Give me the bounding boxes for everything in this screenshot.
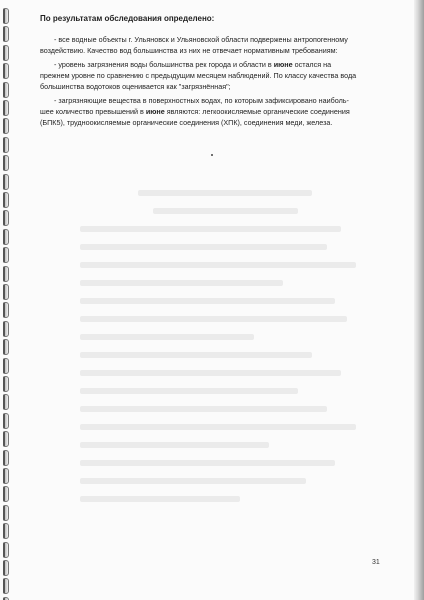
binding-ring [3,247,9,263]
binding-ring [3,523,9,539]
binding-ring [3,560,9,576]
binding-ring [3,394,9,410]
binding-ring [3,192,9,208]
binding-ring [3,321,9,337]
binding-ring [3,505,9,521]
text-line: воздействию. Качество вод большинства из них не отвечает нормативным требованиям: [40,46,338,55]
binding-ring [3,339,9,355]
emphasis-text: июне [273,60,293,69]
binding-ring [3,26,9,42]
binding-ring [3,229,9,245]
binding-ring [3,118,9,134]
binding-ring [3,137,9,153]
paragraph-3 [40,95,385,128]
spiral-binding [0,0,14,600]
binding-ring [3,302,9,318]
stray-dot [211,154,213,156]
document-heading: По результатам обследования определено: [40,14,215,23]
show-through-text [80,190,370,550]
binding-ring [3,174,9,190]
page-number: 31 [372,559,380,566]
binding-ring [3,486,9,502]
binding-ring [3,578,9,594]
binding-ring [3,450,9,466]
emphasis-text: июне [145,107,165,116]
binding-ring [3,376,9,392]
binding-ring [3,431,9,447]
binding-ring [3,413,9,429]
text-line: - все водные объекты г. Ульяновск и Ульяновской области подвержены антропогенному [54,35,348,44]
page-edge-shadow [414,0,424,600]
binding-ring [3,358,9,374]
text-line: шее количество превышений в июне являются: легкоокисляемые органические соединения [40,107,350,116]
binding-ring [3,8,9,24]
binding-ring [3,284,9,300]
binding-ring [3,468,9,484]
binding-ring [3,210,9,226]
paragraph-1 [40,34,385,56]
document-body [40,14,385,131]
binding-ring [3,155,9,171]
text-line: (БПК5), трудноокисляемые органические соединения (ХПК), соединения меди, железа. [40,118,333,127]
binding-ring [3,266,9,282]
text-line: большинства водотоков оценивается как "загрязнённая"; [40,82,231,91]
binding-ring [3,542,9,558]
binding-ring [3,100,9,116]
text-line: - уровень загрязнения воды большинства рек города и области в июне остался на [54,60,332,69]
binding-ring [3,63,9,79]
binding-ring [3,45,9,61]
binding-ring [3,82,9,98]
text-line: прежнем уровне по сравнению с предыдущим месяцем наблюдений. По классу качества вода [40,71,357,80]
text-line: - загрязняющие вещества в поверхностных водах, по которым зафиксировано наиболь- [54,96,349,105]
paragraph-2 [40,59,385,92]
